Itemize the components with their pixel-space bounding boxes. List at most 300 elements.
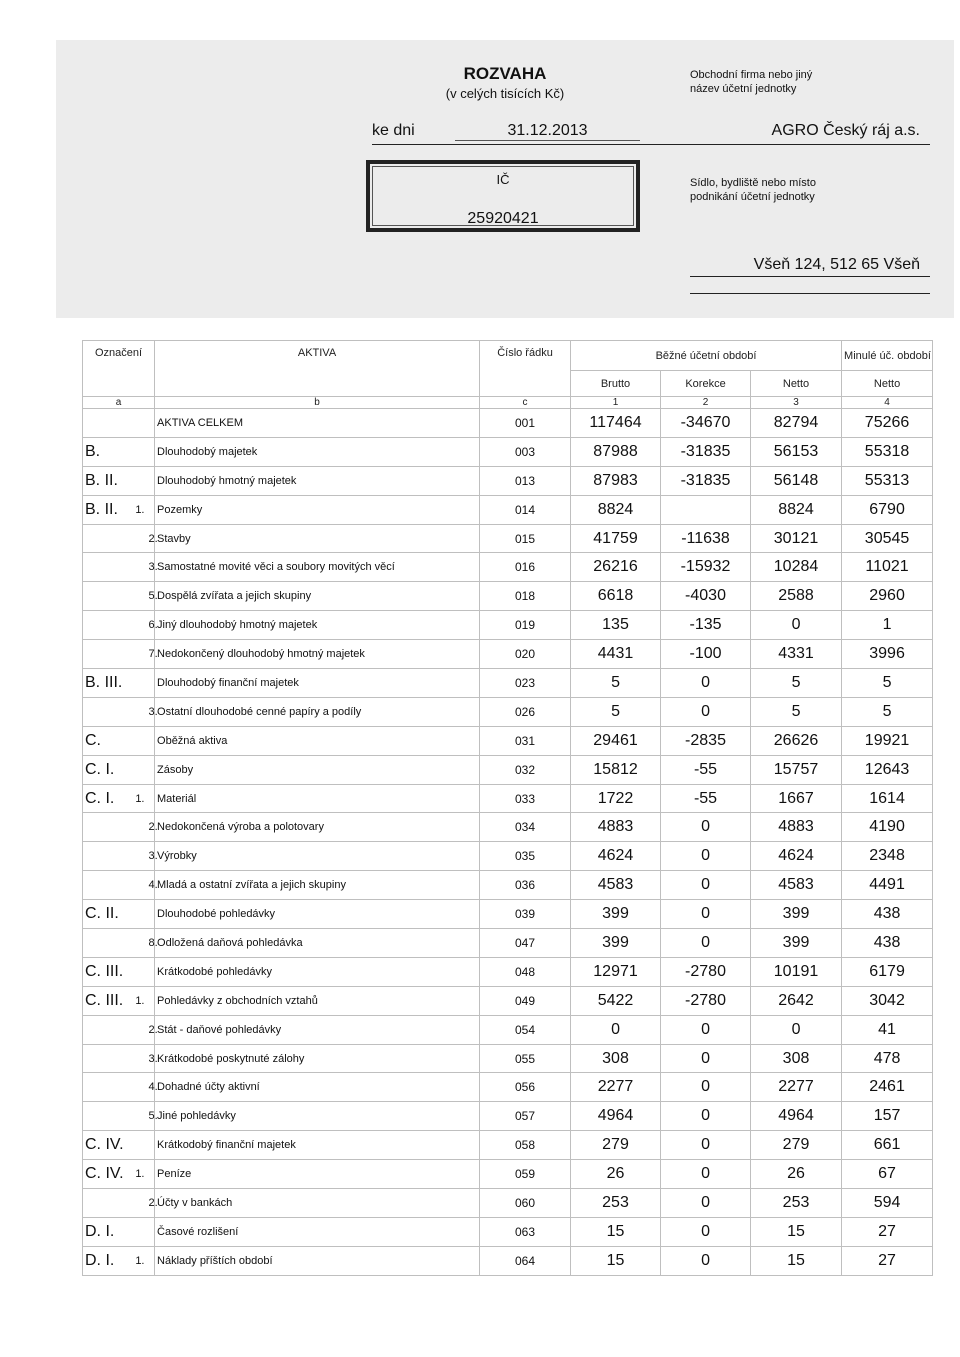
row-name: Jiný dlouhodobý hmotný majetek: [155, 611, 480, 640]
sub-2: 2: [661, 397, 751, 409]
row-code: 020: [480, 640, 571, 669]
address-rule: [690, 292, 930, 294]
row-name: Dlouhodobý majetek: [155, 437, 480, 466]
row-netto: 15: [751, 1217, 842, 1246]
row-name: Krátkodobé pohledávky: [155, 957, 480, 986]
row-code: 047: [480, 929, 571, 958]
row-oznaceni: B. III.: [83, 669, 133, 698]
row-netto-prev: 6790: [842, 495, 933, 524]
row-name: Dlouhodobé pohledávky: [155, 900, 480, 929]
table-row: [83, 986, 933, 1015]
row-korekce: [661, 495, 751, 524]
row-korekce: -2835: [661, 726, 751, 755]
row-name: Zásoby: [155, 755, 480, 784]
row-subnumber: 3.: [147, 842, 155, 871]
row-netto-prev: 4190: [842, 813, 933, 842]
row-korekce: 0: [661, 669, 751, 698]
row-netto: 2277: [751, 1073, 842, 1102]
row-korekce: -55: [661, 755, 751, 784]
seat-label-line2: podnikání účetní jednotky: [690, 191, 815, 203]
row-number: 1.: [133, 495, 147, 524]
row-oznaceni: [83, 524, 133, 553]
row-brutto: 87988: [571, 437, 661, 466]
table-row: [83, 1160, 933, 1189]
row-code: 036: [480, 871, 571, 900]
sub-c: c: [480, 397, 571, 409]
row-name: Dospělá zvířata a jejich skupiny: [155, 582, 480, 611]
row-name: Výrobky: [155, 842, 480, 871]
table-row: [83, 611, 933, 640]
row-korekce: -135: [661, 611, 751, 640]
row-name: Krátkodobý finanční majetek: [155, 1131, 480, 1160]
table-row: [83, 466, 933, 495]
firm-label-line2: název účetní jednotky: [690, 83, 797, 95]
row-code: 054: [480, 1015, 571, 1044]
row-oznaceni: [83, 1015, 133, 1044]
row-brutto: 8824: [571, 495, 661, 524]
table-row: [83, 669, 933, 698]
row-oznaceni: [83, 640, 133, 669]
row-name: Materiál: [155, 784, 480, 813]
row-subnumber: 7.: [147, 640, 155, 669]
row-name: Jiné pohledávky: [155, 1102, 480, 1131]
row-number: [133, 697, 147, 726]
row-name: Nedokončená výroba a polotovary: [155, 813, 480, 842]
row-subnumber: 3.: [147, 1044, 155, 1073]
row-number: [133, 1073, 147, 1102]
row-netto-prev: 11021: [842, 553, 933, 582]
row-number: [133, 524, 147, 553]
row-oznaceni: [83, 1189, 133, 1218]
table-row: [83, 957, 933, 986]
row-name: Účty v bankách: [155, 1189, 480, 1218]
row-number: [133, 669, 147, 698]
row-brutto: 15: [571, 1217, 661, 1246]
row-brutto: 4964: [571, 1102, 661, 1131]
header-bezne-obdobi: Běžné účetní období: [571, 341, 842, 371]
row-code: 016: [480, 553, 571, 582]
row-brutto: 41759: [571, 524, 661, 553]
row-netto: 56148: [751, 466, 842, 495]
row-name: Peníze: [155, 1160, 480, 1189]
row-code: 001: [480, 409, 571, 438]
row-number: 1.: [133, 784, 147, 813]
row-korekce: 0: [661, 1102, 751, 1131]
row-netto: 308: [751, 1044, 842, 1073]
header-netto-prev: Netto: [842, 371, 933, 397]
row-code: 023: [480, 669, 571, 698]
row-number: [133, 1044, 147, 1073]
row-oznaceni: [83, 1073, 133, 1102]
row-oznaceni: C.: [83, 726, 133, 755]
row-subnumber: [147, 495, 155, 524]
row-netto: 4883: [751, 813, 842, 842]
row-number: [133, 726, 147, 755]
header-korekce: Korekce: [661, 371, 751, 397]
table-row: [83, 640, 933, 669]
row-code: 056: [480, 1073, 571, 1102]
row-number: [133, 1015, 147, 1044]
row-number: [133, 437, 147, 466]
table-row: [83, 495, 933, 524]
row-oznaceni: [83, 553, 133, 582]
row-code: 035: [480, 842, 571, 871]
table-row: [83, 1246, 933, 1275]
row-netto: 26: [751, 1160, 842, 1189]
row-name: Stát - daňové pohledávky: [155, 1015, 480, 1044]
row-brutto: 1722: [571, 784, 661, 813]
row-netto-prev: 41: [842, 1015, 933, 1044]
row-name: AKTIVA CELKEM: [155, 409, 480, 438]
row-brutto: 4583: [571, 871, 661, 900]
row-number: [133, 611, 147, 640]
row-brutto: 117464: [571, 409, 661, 438]
row-number: 1.: [133, 1246, 147, 1275]
sub-b: b: [155, 397, 480, 409]
row-name: Oběžná aktiva: [155, 726, 480, 755]
table-row: [83, 697, 933, 726]
row-netto: 82794: [751, 409, 842, 438]
row-oznaceni: [83, 842, 133, 871]
row-code: 049: [480, 986, 571, 1015]
header-cislo-radku: Číslo řádku: [480, 341, 571, 397]
row-netto-prev: 438: [842, 929, 933, 958]
sub-a: a: [83, 397, 155, 409]
row-subnumber: [147, 784, 155, 813]
row-korekce: -2780: [661, 986, 751, 1015]
row-korekce: 0: [661, 1073, 751, 1102]
row-korekce: 0: [661, 1189, 751, 1218]
row-oznaceni: [83, 871, 133, 900]
table-row: [83, 553, 933, 582]
row-subnumber: 2.: [147, 1189, 155, 1218]
table-row: [83, 726, 933, 755]
row-netto: 5: [751, 697, 842, 726]
row-subnumber: 8.: [147, 929, 155, 958]
row-oznaceni: C. IV.: [83, 1160, 133, 1189]
row-name: Nedokončený dlouhodobý hmotný majetek: [155, 640, 480, 669]
row-subnumber: 2.: [147, 524, 155, 553]
row-number: [133, 466, 147, 495]
row-netto-prev: 19921: [842, 726, 933, 755]
balance-sheet-table: [82, 340, 933, 1276]
document-subtitle: (v celých tisících Kč): [445, 86, 565, 101]
row-netto: 4583: [751, 871, 842, 900]
row-brutto: 135: [571, 611, 661, 640]
row-korekce: 0: [661, 1131, 751, 1160]
row-code: 019: [480, 611, 571, 640]
row-oznaceni: C. I.: [83, 755, 133, 784]
row-subnumber: [147, 466, 155, 495]
row-oznaceni: [83, 409, 133, 438]
row-code: 032: [480, 755, 571, 784]
row-name: Ostatní dlouhodobé cenné papíry a podíly: [155, 697, 480, 726]
row-subnumber: 5.: [147, 1102, 155, 1131]
row-code: 031: [480, 726, 571, 755]
row-brutto: 253: [571, 1189, 661, 1218]
row-brutto: 5422: [571, 986, 661, 1015]
row-name: Dohadné účty aktivní: [155, 1073, 480, 1102]
seat-label: [690, 176, 930, 204]
row-name: Pozemky: [155, 495, 480, 524]
table-row: [83, 437, 933, 466]
row-oznaceni: B. II.: [83, 466, 133, 495]
row-code: 059: [480, 1160, 571, 1189]
row-subnumber: 3.: [147, 697, 155, 726]
row-netto-prev: 12643: [842, 755, 933, 784]
address: Všeň 124, 512 65 Všeň: [690, 256, 930, 277]
balance-date: 31.12.2013: [455, 122, 640, 141]
row-netto-prev: 75266: [842, 409, 933, 438]
firm-name: AGRO Český ráj a.s.: [771, 122, 920, 139]
row-number: [133, 842, 147, 871]
header-minule-obdobi: Minulé úč. období: [842, 341, 933, 371]
row-korekce: -31835: [661, 466, 751, 495]
table-row: [83, 784, 933, 813]
table-row: [83, 813, 933, 842]
row-number: [133, 1131, 147, 1160]
row-number: [133, 1189, 147, 1218]
row-netto-prev: 55313: [842, 466, 933, 495]
table-row: [83, 1044, 933, 1073]
row-code: 003: [480, 437, 571, 466]
row-brutto: 279: [571, 1131, 661, 1160]
row-subnumber: [147, 669, 155, 698]
row-name: Náklady příštích období: [155, 1246, 480, 1275]
row-netto: 30121: [751, 524, 842, 553]
row-name: Krátkodobé poskytnuté zálohy: [155, 1044, 480, 1073]
table-header-row-3: [83, 397, 933, 409]
row-netto-prev: 4491: [842, 871, 933, 900]
row-netto-prev: 1: [842, 611, 933, 640]
row-netto-prev: 6179: [842, 957, 933, 986]
row-code: 034: [480, 813, 571, 842]
row-korekce: -31835: [661, 437, 751, 466]
table-row: [83, 871, 933, 900]
row-number: 1.: [133, 1160, 147, 1189]
row-oznaceni: [83, 1044, 133, 1073]
row-oznaceni: [83, 813, 133, 842]
row-netto-prev: 2960: [842, 582, 933, 611]
row-subnumber: 3.: [147, 553, 155, 582]
row-subnumber: 6.: [147, 611, 155, 640]
row-netto-prev: 3042: [842, 986, 933, 1015]
row-netto-prev: 2461: [842, 1073, 933, 1102]
row-brutto: 4624: [571, 842, 661, 871]
row-code: 048: [480, 957, 571, 986]
row-netto: 10191: [751, 957, 842, 986]
row-netto: 2642: [751, 986, 842, 1015]
row-code: 064: [480, 1246, 571, 1275]
row-code: 058: [480, 1131, 571, 1160]
row-netto: 4964: [751, 1102, 842, 1131]
row-subnumber: [147, 957, 155, 986]
sub-3: 3: [751, 397, 842, 409]
row-subnumber: [147, 1160, 155, 1189]
row-subnumber: 4.: [147, 871, 155, 900]
row-brutto: 26216: [571, 553, 661, 582]
row-code: 057: [480, 1102, 571, 1131]
row-oznaceni: C. I.: [83, 784, 133, 813]
table-row: [83, 929, 933, 958]
row-oznaceni: C. II.: [83, 900, 133, 929]
row-name: Samostatné movité věci a soubory movitých věcí: [155, 553, 480, 582]
row-brutto: 4883: [571, 813, 661, 842]
table-row: [83, 1217, 933, 1246]
ic-value: 25920421: [467, 210, 539, 227]
row-subnumber: [147, 1217, 155, 1246]
row-code: 014: [480, 495, 571, 524]
row-code: 055: [480, 1044, 571, 1073]
row-number: 1.: [133, 986, 147, 1015]
header-brutto: Brutto: [571, 371, 661, 397]
row-brutto: 399: [571, 929, 661, 958]
row-code: 026: [480, 697, 571, 726]
row-korekce: 0: [661, 900, 751, 929]
row-brutto: 399: [571, 900, 661, 929]
row-korekce: 0: [661, 842, 751, 871]
row-netto-prev: 157: [842, 1102, 933, 1131]
row-subnumber: [147, 1131, 155, 1160]
firm-label-line1: Obchodní firma nebo jiný: [690, 69, 813, 81]
row-code: 060: [480, 1189, 571, 1218]
row-netto-prev: 27: [842, 1217, 933, 1246]
row-netto: 4624: [751, 842, 842, 871]
row-name: Dlouhodobý hmotný majetek: [155, 466, 480, 495]
table-row: [83, 409, 933, 438]
row-netto-prev: 438: [842, 900, 933, 929]
header-netto: Netto: [751, 371, 842, 397]
row-korekce: 0: [661, 813, 751, 842]
document-title: ROZVAHA: [463, 64, 547, 83]
row-korekce: -100: [661, 640, 751, 669]
row-code: 039: [480, 900, 571, 929]
row-oznaceni: [83, 929, 133, 958]
table-row: [83, 582, 933, 611]
row-netto-prev: 5: [842, 669, 933, 698]
row-oznaceni: D. I.: [83, 1217, 133, 1246]
row-number: [133, 755, 147, 784]
row-korekce: 0: [661, 697, 751, 726]
row-korekce: 0: [661, 929, 751, 958]
row-oznaceni: C. III.: [83, 986, 133, 1015]
row-number: [133, 409, 147, 438]
table-row: [83, 524, 933, 553]
row-netto-prev: 3996: [842, 640, 933, 669]
row-subnumber: 4.: [147, 1073, 155, 1102]
row-oznaceni: [83, 1102, 133, 1131]
row-netto: 399: [751, 900, 842, 929]
row-oznaceni: C. IV.: [83, 1131, 133, 1160]
row-netto: 0: [751, 1015, 842, 1044]
table-header-row-1: [83, 341, 933, 371]
row-korekce: 0: [661, 1246, 751, 1275]
row-oznaceni: C. III.: [83, 957, 133, 986]
seat-label-line1: Sídlo, bydliště nebo místo: [690, 177, 816, 189]
row-netto: 10284: [751, 553, 842, 582]
row-brutto: 5: [571, 697, 661, 726]
row-code: 033: [480, 784, 571, 813]
row-oznaceni: [83, 697, 133, 726]
row-netto: 279: [751, 1131, 842, 1160]
row-netto: 2588: [751, 582, 842, 611]
table-row: [83, 755, 933, 784]
row-korekce: 0: [661, 1160, 751, 1189]
row-netto: 0: [751, 611, 842, 640]
row-brutto: 12971: [571, 957, 661, 986]
row-name: Odložená daňová pohledávka: [155, 929, 480, 958]
row-netto-prev: 594: [842, 1189, 933, 1218]
table-row: [83, 1073, 933, 1102]
row-subnumber: [147, 437, 155, 466]
row-brutto: 26: [571, 1160, 661, 1189]
row-oznaceni: B.: [83, 437, 133, 466]
row-brutto: 2277: [571, 1073, 661, 1102]
row-name: Stavby: [155, 524, 480, 553]
row-number: [133, 582, 147, 611]
row-code: 013: [480, 466, 571, 495]
row-subnumber: 5.: [147, 582, 155, 611]
row-korekce: -11638: [661, 524, 751, 553]
row-code: 018: [480, 582, 571, 611]
table-row: [83, 842, 933, 871]
row-korekce: -15932: [661, 553, 751, 582]
table-row: [83, 900, 933, 929]
row-number: [133, 900, 147, 929]
row-number: [133, 957, 147, 986]
sub-1: 1: [571, 397, 661, 409]
row-netto-prev: 5: [842, 697, 933, 726]
row-code: 063: [480, 1217, 571, 1246]
row-brutto: 15: [571, 1246, 661, 1275]
row-netto-prev: 30545: [842, 524, 933, 553]
row-korekce: 0: [661, 1044, 751, 1073]
row-korekce: -55: [661, 784, 751, 813]
table-row: [83, 1015, 933, 1044]
row-number: [133, 640, 147, 669]
row-oznaceni: [83, 611, 133, 640]
row-number: [133, 1217, 147, 1246]
row-brutto: 87983: [571, 466, 661, 495]
row-name: Časové rozlišení: [155, 1217, 480, 1246]
row-subnumber: [147, 900, 155, 929]
row-number: [133, 871, 147, 900]
row-subnumber: 2.: [147, 1015, 155, 1044]
row-brutto: 6618: [571, 582, 661, 611]
row-netto-prev: 2348: [842, 842, 933, 871]
row-netto-prev: 1614: [842, 784, 933, 813]
row-code: 015: [480, 524, 571, 553]
row-number: [133, 1102, 147, 1131]
ic-label: IČ: [496, 172, 510, 187]
row-netto: 253: [751, 1189, 842, 1218]
firm-label: [690, 68, 930, 96]
row-netto-prev: 27: [842, 1246, 933, 1275]
row-netto: 1667: [751, 784, 842, 813]
row-korekce: 0: [661, 1217, 751, 1246]
row-number: [133, 553, 147, 582]
row-oznaceni: [83, 582, 133, 611]
row-netto: 15: [751, 1246, 842, 1275]
row-brutto: 4431: [571, 640, 661, 669]
row-subnumber: [147, 409, 155, 438]
row-oznaceni: D. I.: [83, 1246, 133, 1275]
table-row: [83, 1102, 933, 1131]
row-korekce: -4030: [661, 582, 751, 611]
row-netto: 26626: [751, 726, 842, 755]
row-subnumber: [147, 726, 155, 755]
row-netto: 8824: [751, 495, 842, 524]
